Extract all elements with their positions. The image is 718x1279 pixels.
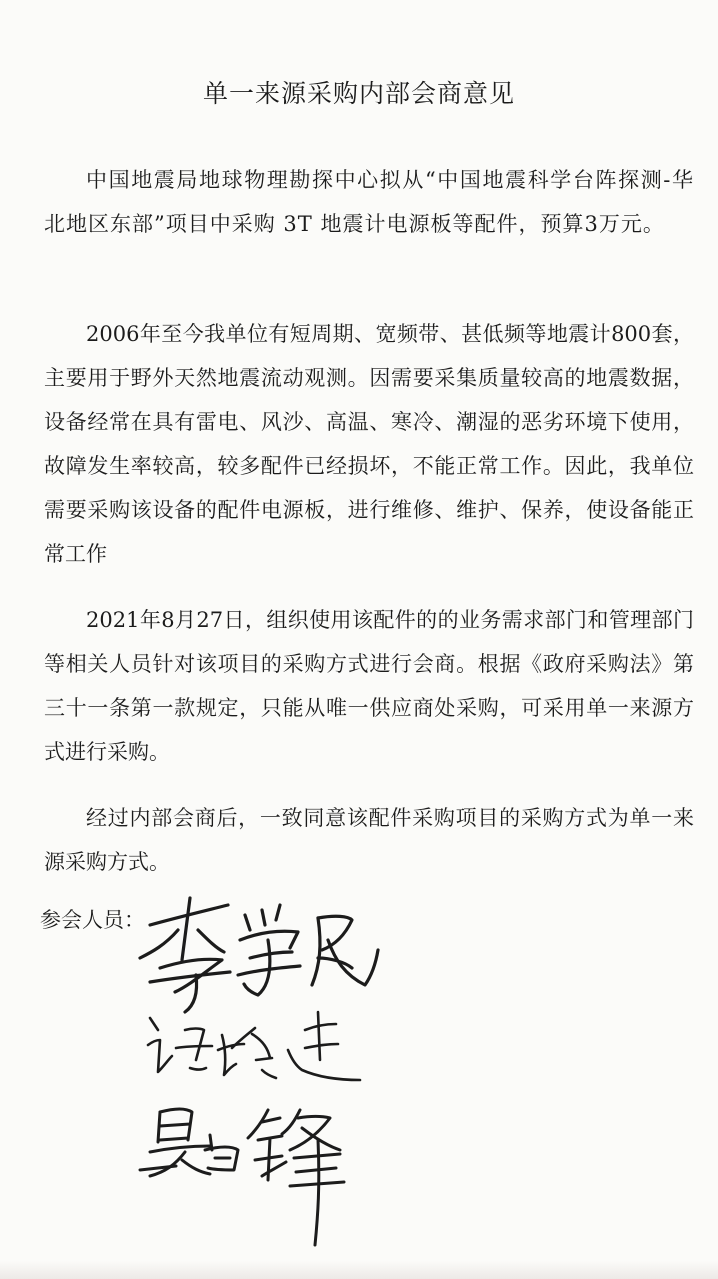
paragraph-conclusion: 经过内部会商后，一致同意该配件采购项目的采购方式为单一来源采购方式。 — [44, 806, 694, 874]
signature-1 — [140, 898, 378, 1012]
attendees-label: 参会人员： — [40, 908, 145, 932]
signature-3 — [140, 1109, 344, 1245]
paragraph-equipment-background: 2006年至今我单位有短周期、宽频带、甚低频等地震计800套，主要用于野外天然地震流动观测。因需要采集质量较高的地震数据，设备经常在具有雷电、风沙、高温、寒冷、潮湿的恶劣环境下使用，故障发生率较高，较多配件已经损坏，不能正常工作。因此，我单位需要采购该设备的配件电源板，进行维修、维护、保养，使设备能正常工作 — [44, 322, 694, 566]
paragraph-purchase-plan: 中国地震局地球物理勘探中心拟从“中国地震科学台阵探测-华北地区东部”项目中采购 3T 地震计电源板等配件，预算3万元。 — [44, 168, 694, 236]
document-title: 单一来源采购内部会商意见 — [202, 79, 515, 108]
paper-bottom-edge — [0, 1261, 718, 1279]
signature-2 — [148, 1012, 360, 1080]
paragraph-consultation: 2021年8月27日，组织使用该配件的的业务需求部门和管理部门等相关人员针对该项目的采购方式进行会商。根据《政府采购法》第三十一条第一款规定，只能从唯一供应商处采购，可采用单一来源方式进行采购。 — [44, 608, 694, 764]
